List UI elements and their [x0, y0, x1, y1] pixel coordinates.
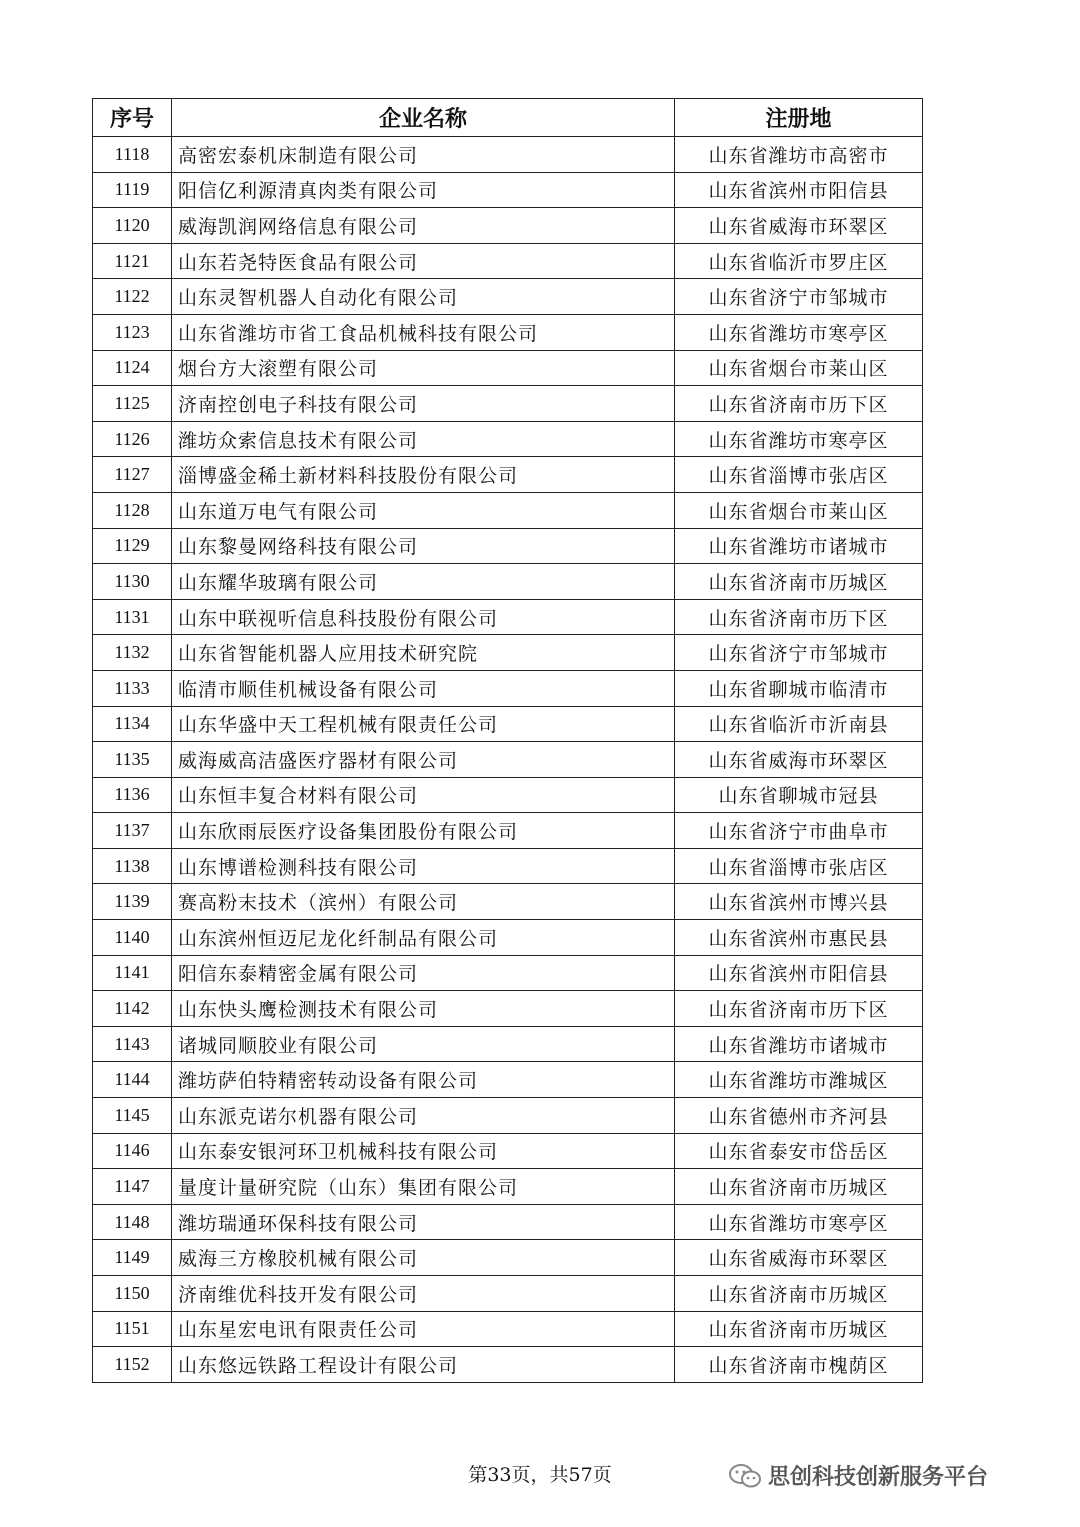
- serial-cell: 1148: [93, 1204, 172, 1240]
- serial-cell: 1136: [93, 777, 172, 813]
- table-row: [93, 1062, 923, 1098]
- registration-place-cell: 山东省聊城市临清市: [675, 670, 923, 706]
- company-name-cell: 高密宏泰机床制造有限公司: [172, 137, 675, 173]
- table-row: [93, 1169, 923, 1205]
- serial-cell: 1131: [93, 599, 172, 635]
- table-row: [93, 635, 923, 671]
- table-row: [93, 1026, 923, 1062]
- registration-place-cell: 山东省潍坊市寒亭区: [675, 421, 923, 457]
- company-name-cell: 山东博谱检测科技有限公司: [172, 848, 675, 884]
- serial-cell: 1138: [93, 848, 172, 884]
- company-name-cell: 赛高粉末技术（滨州）有限公司: [172, 884, 675, 920]
- watermark: [728, 1460, 988, 1491]
- registration-place-cell: 山东省潍坊市寒亭区: [675, 314, 923, 350]
- registration-place-cell: 山东省威海市环翠区: [675, 742, 923, 778]
- company-name-cell: 济南维优科技开发有限公司: [172, 1276, 675, 1312]
- serial-cell: 1127: [93, 457, 172, 493]
- registration-place-cell: 山东省烟台市莱山区: [675, 492, 923, 528]
- company-name-cell: 威海三方橡胶机械有限公司: [172, 1240, 675, 1276]
- serial-cell: 1152: [93, 1347, 172, 1383]
- table-row: [93, 1240, 923, 1276]
- registration-place-cell: 山东省泰安市岱岳区: [675, 1133, 923, 1169]
- serial-cell: 1126: [93, 421, 172, 457]
- table-row: [93, 208, 923, 244]
- registration-place-cell: 山东省济南市历下区: [675, 991, 923, 1027]
- registration-place-cell: 山东省威海市环翠区: [675, 1240, 923, 1276]
- serial-cell: 1120: [93, 208, 172, 244]
- table-row: [93, 279, 923, 315]
- company-name-cell: 山东省智能机器人应用技术研究院: [172, 635, 675, 671]
- registration-place-cell: 山东省临沂市沂南县: [675, 706, 923, 742]
- registration-place-cell: 山东省淄博市张店区: [675, 457, 923, 493]
- serial-cell: 1128: [93, 492, 172, 528]
- company-name-cell: 山东泰安银河环卫机械科技有限公司: [172, 1133, 675, 1169]
- table-row: [93, 1204, 923, 1240]
- table-row: [93, 991, 923, 1027]
- registration-place-cell: 山东省潍坊市高密市: [675, 137, 923, 173]
- registration-place-cell: 山东省滨州市阳信县: [675, 955, 923, 991]
- company-name-cell: 济南控创电子科技有限公司: [172, 386, 675, 422]
- table-row: [93, 172, 923, 208]
- serial-cell: 1133: [93, 670, 172, 706]
- table-row: [93, 813, 923, 849]
- company-name-cell: 山东派克诺尔机器有限公司: [172, 1098, 675, 1134]
- page-number: 第33页，共57页: [468, 1464, 612, 1486]
- registration-place-cell: 山东省滨州市阳信县: [675, 172, 923, 208]
- company-name-cell: 阳信东泰精密金属有限公司: [172, 955, 675, 991]
- table-row: [93, 706, 923, 742]
- serial-cell: 1146: [93, 1133, 172, 1169]
- serial-cell: 1119: [93, 172, 172, 208]
- registration-place-cell: 山东省滨州市惠民县: [675, 920, 923, 956]
- registration-place-cell: 山东省济宁市邹城市: [675, 279, 923, 315]
- table-row: [93, 955, 923, 991]
- serial-cell: 1132: [93, 635, 172, 671]
- serial-cell: 1122: [93, 279, 172, 315]
- serial-cell: 1139: [93, 884, 172, 920]
- company-name-cell: 山东耀华玻璃有限公司: [172, 564, 675, 600]
- enterprise-table: [92, 98, 923, 1383]
- company-name-cell: 山东悠远铁路工程设计有限公司: [172, 1347, 675, 1383]
- serial-cell: 1150: [93, 1276, 172, 1312]
- serial-cell: 1124: [93, 350, 172, 386]
- company-name-cell: 量度计量研究院（山东）集团有限公司: [172, 1169, 675, 1205]
- table-row: [93, 564, 923, 600]
- company-name-cell: 山东华盛中天工程机械有限责任公司: [172, 706, 675, 742]
- registration-place-cell: 山东省滨州市博兴县: [675, 884, 923, 920]
- table-row: [93, 386, 923, 422]
- wechat-icon: [728, 1463, 762, 1489]
- company-name-cell: 临清市顺佳机械设备有限公司: [172, 670, 675, 706]
- table-row: [93, 1347, 923, 1383]
- serial-cell: 1143: [93, 1026, 172, 1062]
- serial-cell: 1123: [93, 314, 172, 350]
- registration-place-cell: 山东省济南市历城区: [675, 564, 923, 600]
- company-name-cell: 山东省潍坊市省工食品机械科技有限公司: [172, 314, 675, 350]
- table-header-row: [93, 99, 923, 137]
- registration-place-cell: 山东省淄博市张店区: [675, 848, 923, 884]
- company-name-cell: 诸城同顺胶业有限公司: [172, 1026, 675, 1062]
- registration-place-cell: 山东省威海市环翠区: [675, 208, 923, 244]
- serial-cell: 1118: [93, 137, 172, 173]
- table-row: [93, 742, 923, 778]
- table-row: [93, 1098, 923, 1134]
- company-name-cell: 潍坊萨伯特精密转动设备有限公司: [172, 1062, 675, 1098]
- registration-place-cell: 山东省济南市历城区: [675, 1169, 923, 1205]
- registration-place-cell: 山东省济宁市曲阜市: [675, 813, 923, 849]
- company-name-cell: 威海凯润网络信息有限公司: [172, 208, 675, 244]
- table-row: [93, 243, 923, 279]
- table-row: [93, 599, 923, 635]
- serial-cell: 1141: [93, 955, 172, 991]
- registration-place-cell: 山东省德州市齐河县: [675, 1098, 923, 1134]
- company-name-cell: 山东星宏电讯有限责任公司: [172, 1311, 675, 1347]
- table-row: [93, 314, 923, 350]
- registration-place-cell: 山东省济宁市邹城市: [675, 635, 923, 671]
- registration-place-cell: 山东省烟台市莱山区: [675, 350, 923, 386]
- table-row: [93, 528, 923, 564]
- registration-place-cell: 山东省潍坊市诸城市: [675, 1026, 923, 1062]
- company-name-cell: 山东中联视听信息科技股份有限公司: [172, 599, 675, 635]
- company-name-cell: 威海威高洁盛医疗器材有限公司: [172, 742, 675, 778]
- header-serial: 序号: [93, 99, 172, 137]
- serial-cell: 1137: [93, 813, 172, 849]
- registration-place-cell: 山东省潍坊市潍城区: [675, 1062, 923, 1098]
- registration-place-cell: 山东省潍坊市寒亭区: [675, 1204, 923, 1240]
- serial-cell: 1144: [93, 1062, 172, 1098]
- registration-place-cell: 山东省聊城市冠县: [675, 777, 923, 813]
- table-row: [93, 350, 923, 386]
- registration-place-cell: 山东省济南市历城区: [675, 1311, 923, 1347]
- table-row: [93, 670, 923, 706]
- company-name-cell: 山东欣雨辰医疗设备集团股份有限公司: [172, 813, 675, 849]
- company-name-cell: 淄博盛金稀土新材料科技股份有限公司: [172, 457, 675, 493]
- table-row: [93, 492, 923, 528]
- company-name-cell: 山东若尧特医食品有限公司: [172, 243, 675, 279]
- registration-place-cell: 山东省济南市历城区: [675, 1276, 923, 1312]
- header-registration-place: 注册地: [675, 99, 923, 137]
- table-row: [93, 777, 923, 813]
- header-company-name: 企业名称: [172, 99, 675, 137]
- serial-cell: 1129: [93, 528, 172, 564]
- serial-cell: 1125: [93, 386, 172, 422]
- serial-cell: 1130: [93, 564, 172, 600]
- serial-cell: 1147: [93, 1169, 172, 1205]
- table-row: [93, 1311, 923, 1347]
- company-name-cell: 潍坊众索信息技术有限公司: [172, 421, 675, 457]
- serial-cell: 1140: [93, 920, 172, 956]
- company-name-cell: 山东道万电气有限公司: [172, 492, 675, 528]
- table-row: [93, 457, 923, 493]
- table-row: [93, 884, 923, 920]
- serial-cell: 1149: [93, 1240, 172, 1276]
- table-body: [93, 137, 923, 1383]
- company-name-cell: 阳信亿利源清真肉类有限公司: [172, 172, 675, 208]
- serial-cell: 1142: [93, 991, 172, 1027]
- serial-cell: 1134: [93, 706, 172, 742]
- table-row: [93, 848, 923, 884]
- table-row: [93, 1133, 923, 1169]
- serial-cell: 1145: [93, 1098, 172, 1134]
- table-row: [93, 421, 923, 457]
- company-name-cell: 山东滨州恒迈尼龙化纤制品有限公司: [172, 920, 675, 956]
- serial-cell: 1135: [93, 742, 172, 778]
- table-row: [93, 1276, 923, 1312]
- watermark-text: 思创科技创新服务平台: [768, 1465, 989, 1490]
- company-name-cell: 山东黎曼网络科技有限公司: [172, 528, 675, 564]
- serial-cell: 1151: [93, 1311, 172, 1347]
- company-name-cell: 烟台方大滚塑有限公司: [172, 350, 675, 386]
- table-row: [93, 920, 923, 956]
- registration-place-cell: 山东省临沂市罗庄区: [675, 243, 923, 279]
- registration-place-cell: 山东省济南市历下区: [675, 599, 923, 635]
- company-name-cell: 山东灵智机器人自动化有限公司: [172, 279, 675, 315]
- serial-cell: 1121: [93, 243, 172, 279]
- registration-place-cell: 山东省济南市历下区: [675, 386, 923, 422]
- table-row: [93, 137, 923, 173]
- registration-place-cell: 山东省潍坊市诸城市: [675, 528, 923, 564]
- registration-place-cell: 山东省济南市槐荫区: [675, 1347, 923, 1383]
- company-name-cell: 山东快头鹰检测技术有限公司: [172, 991, 675, 1027]
- company-name-cell: 潍坊瑞通环保科技有限公司: [172, 1204, 675, 1240]
- company-name-cell: 山东恒丰复合材料有限公司: [172, 777, 675, 813]
